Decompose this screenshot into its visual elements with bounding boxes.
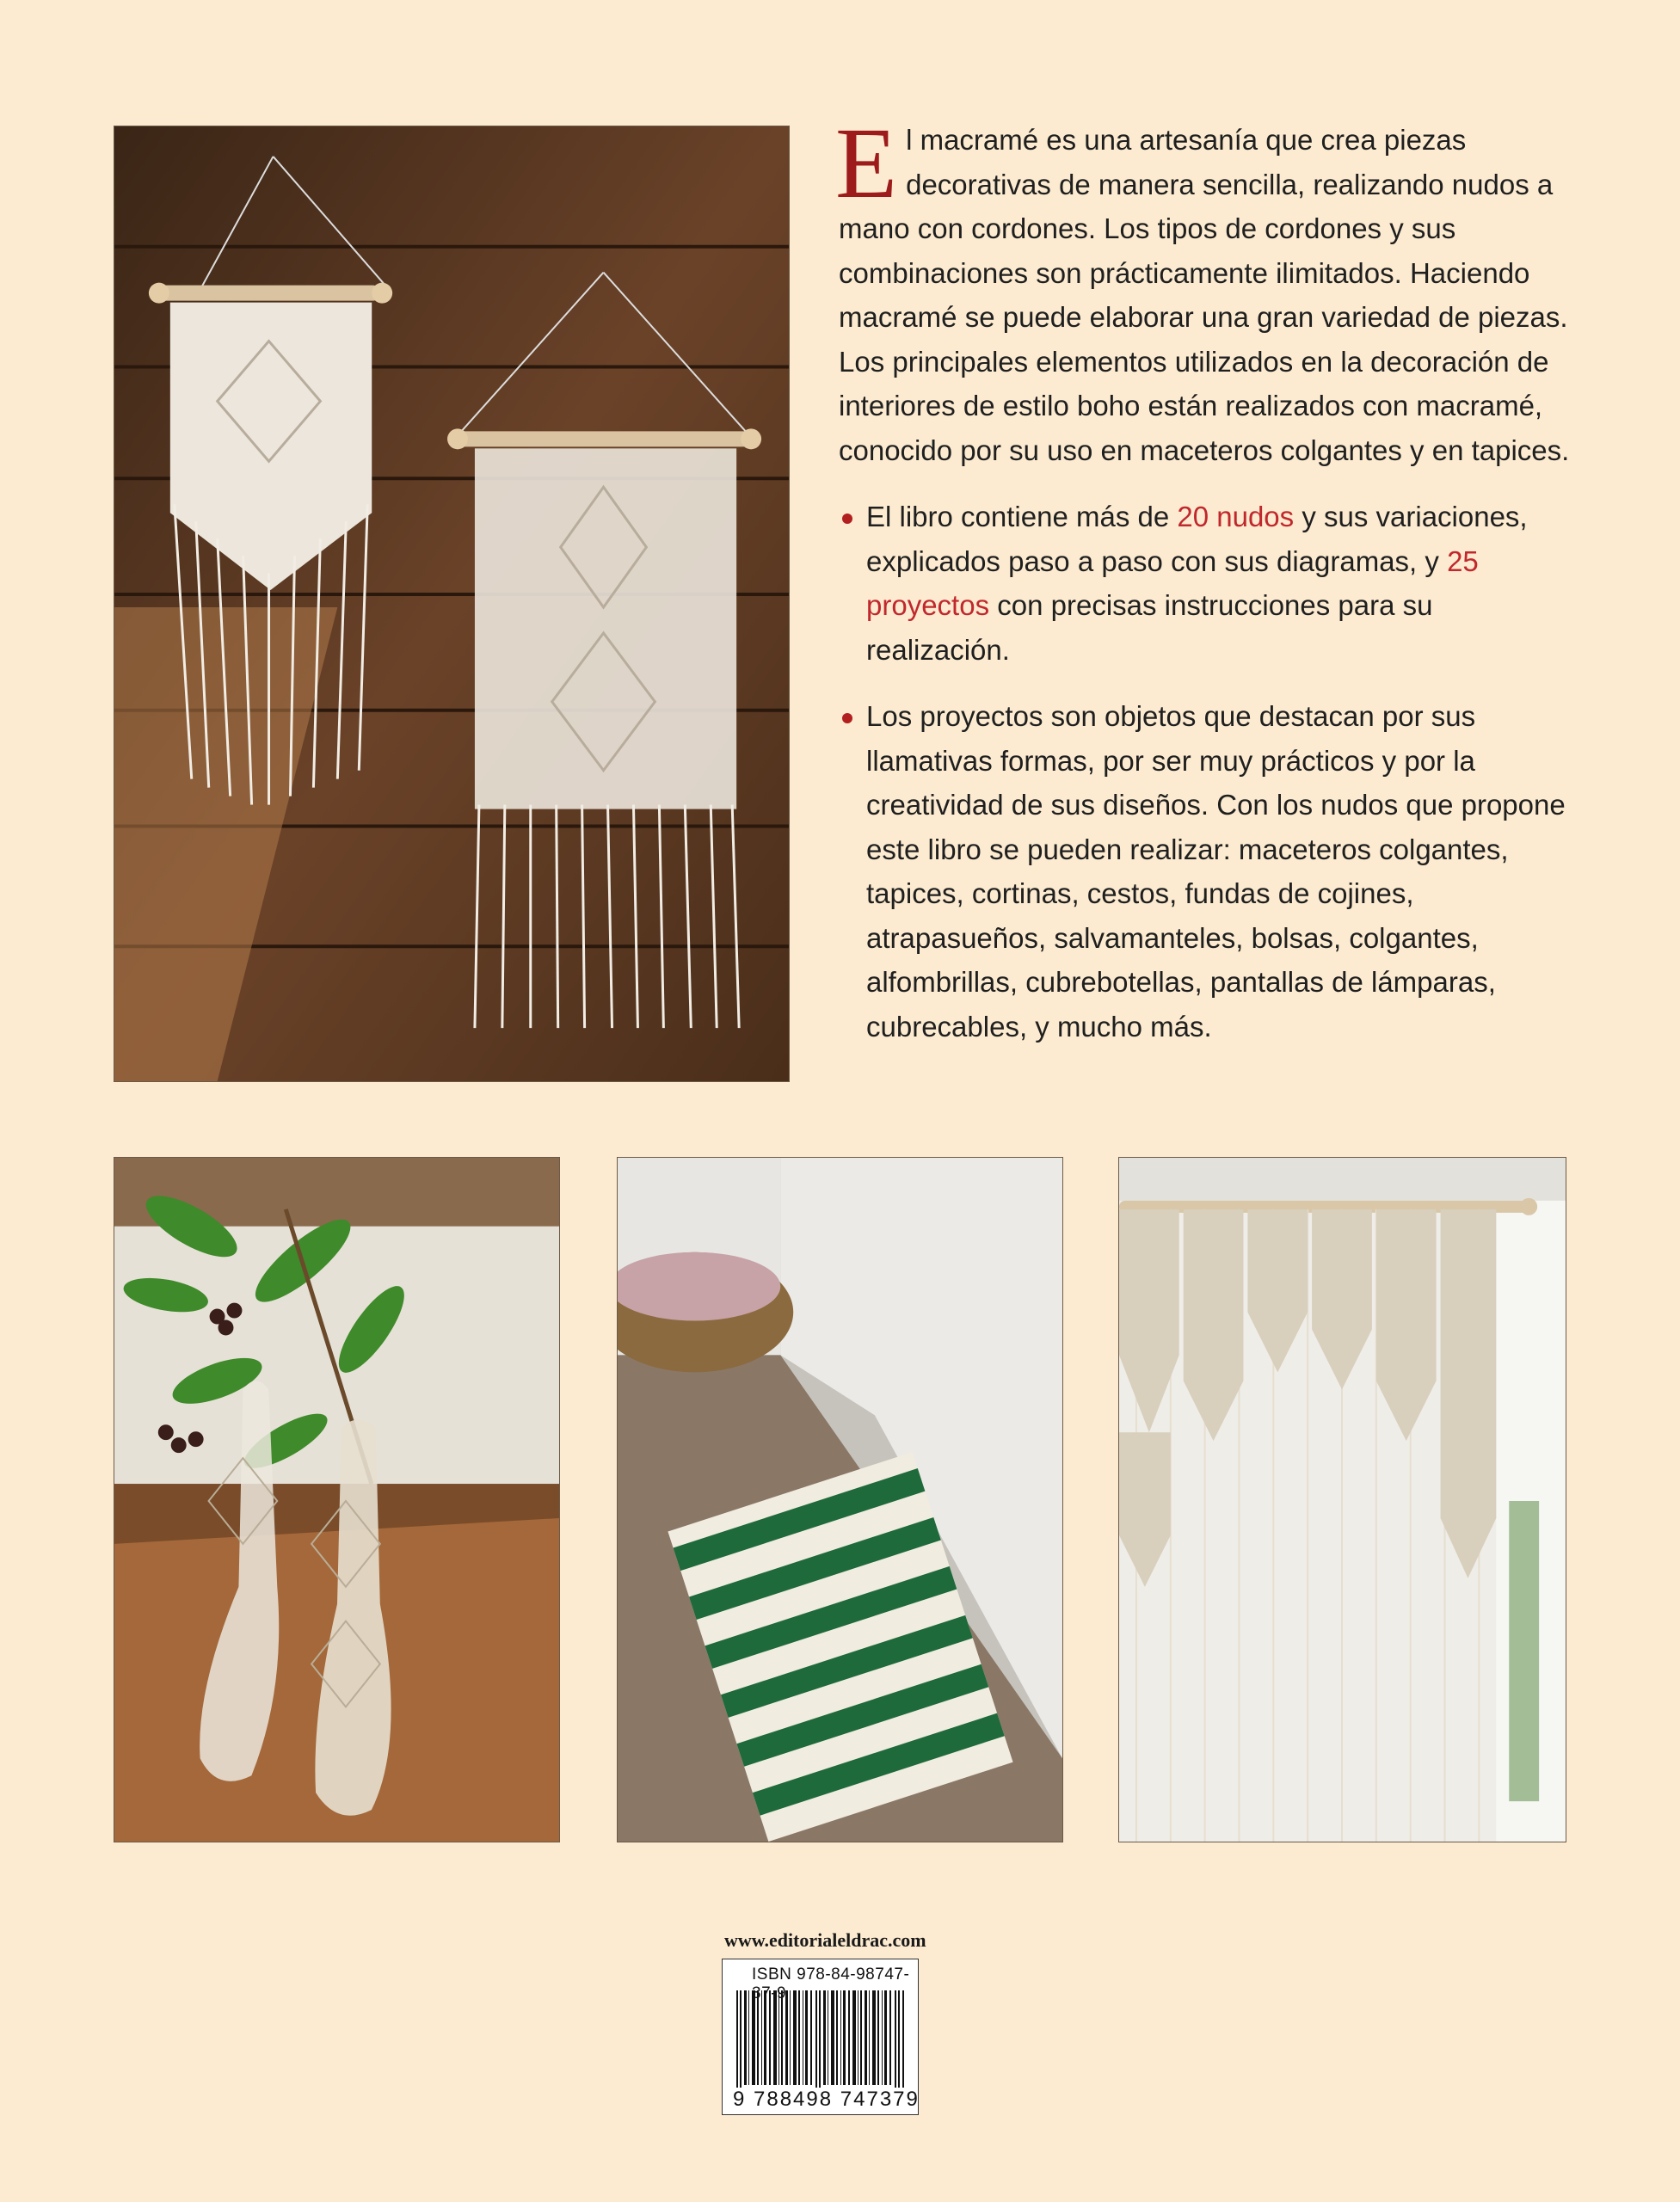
- feature-text: Los proyectos son objetos que destacan por sus llamativas formas, por ser muy prácticos y por la creatividad de sus diseños. Con los nudos que propone este libro se pueden realizar: maceteros colgantes, tapices, cortinas, cestos, fundas de cojines, atrapasueños, salvamanteles, bolsas, colgantes, alfombrillas, cubrebotellas, pantallas de lámparas, cubrecables, y mucho más.: [866, 700, 1566, 1043]
- feature-text: y sus variaciones, explicados paso a paso con sus diagramas, y: [866, 501, 1528, 577]
- barcode-icon: [736, 1990, 905, 2094]
- wall-hangings-photo: [114, 126, 790, 1082]
- feature-list: [839, 495, 1578, 1049]
- description-column: [835, 107, 1578, 1049]
- highlight-knots: 20 nudos: [1177, 501, 1295, 532]
- curtain-photo: [1118, 1157, 1566, 1842]
- intro-paragraph: [835, 107, 1578, 472]
- feature-item-projects: [839, 694, 1578, 1049]
- drop-cap: E: [835, 107, 898, 219]
- feature-item-knots: [839, 495, 1578, 672]
- intro-text: l macramé es una artesanía que crea piezas decorativas de manera sencilla, realizando nudos a mano con cordones. Los tipos de cordones y sus combinaciones son prácticamente ilimitados. Haciendo macramé se puede elaborar una gran variedad de piezas. Los principales elementos utilizados en la decoración de interiores de estilo boho están realizados con macramé, conocido por su uso en maceteros colgantes y en tapices.: [839, 124, 1570, 466]
- barcode-box: [722, 1959, 919, 2115]
- bottle-covers-photo: [114, 1157, 560, 1842]
- isbn-label: ISBN 978-84-98747-3 -9: [752, 1965, 910, 2002]
- barcode-digits: 9 788498 747379: [733, 2088, 920, 2111]
- striped-rug-photo: [617, 1157, 1063, 1842]
- feature-text: con precisas instrucciones para su realización.: [866, 589, 1433, 666]
- highlight-projects: 25 proyectos: [866, 544, 1479, 621]
- publisher-url: www.editorialeldrac.com: [724, 1929, 926, 1951]
- feature-text: El libro contiene más de: [866, 501, 1178, 532]
